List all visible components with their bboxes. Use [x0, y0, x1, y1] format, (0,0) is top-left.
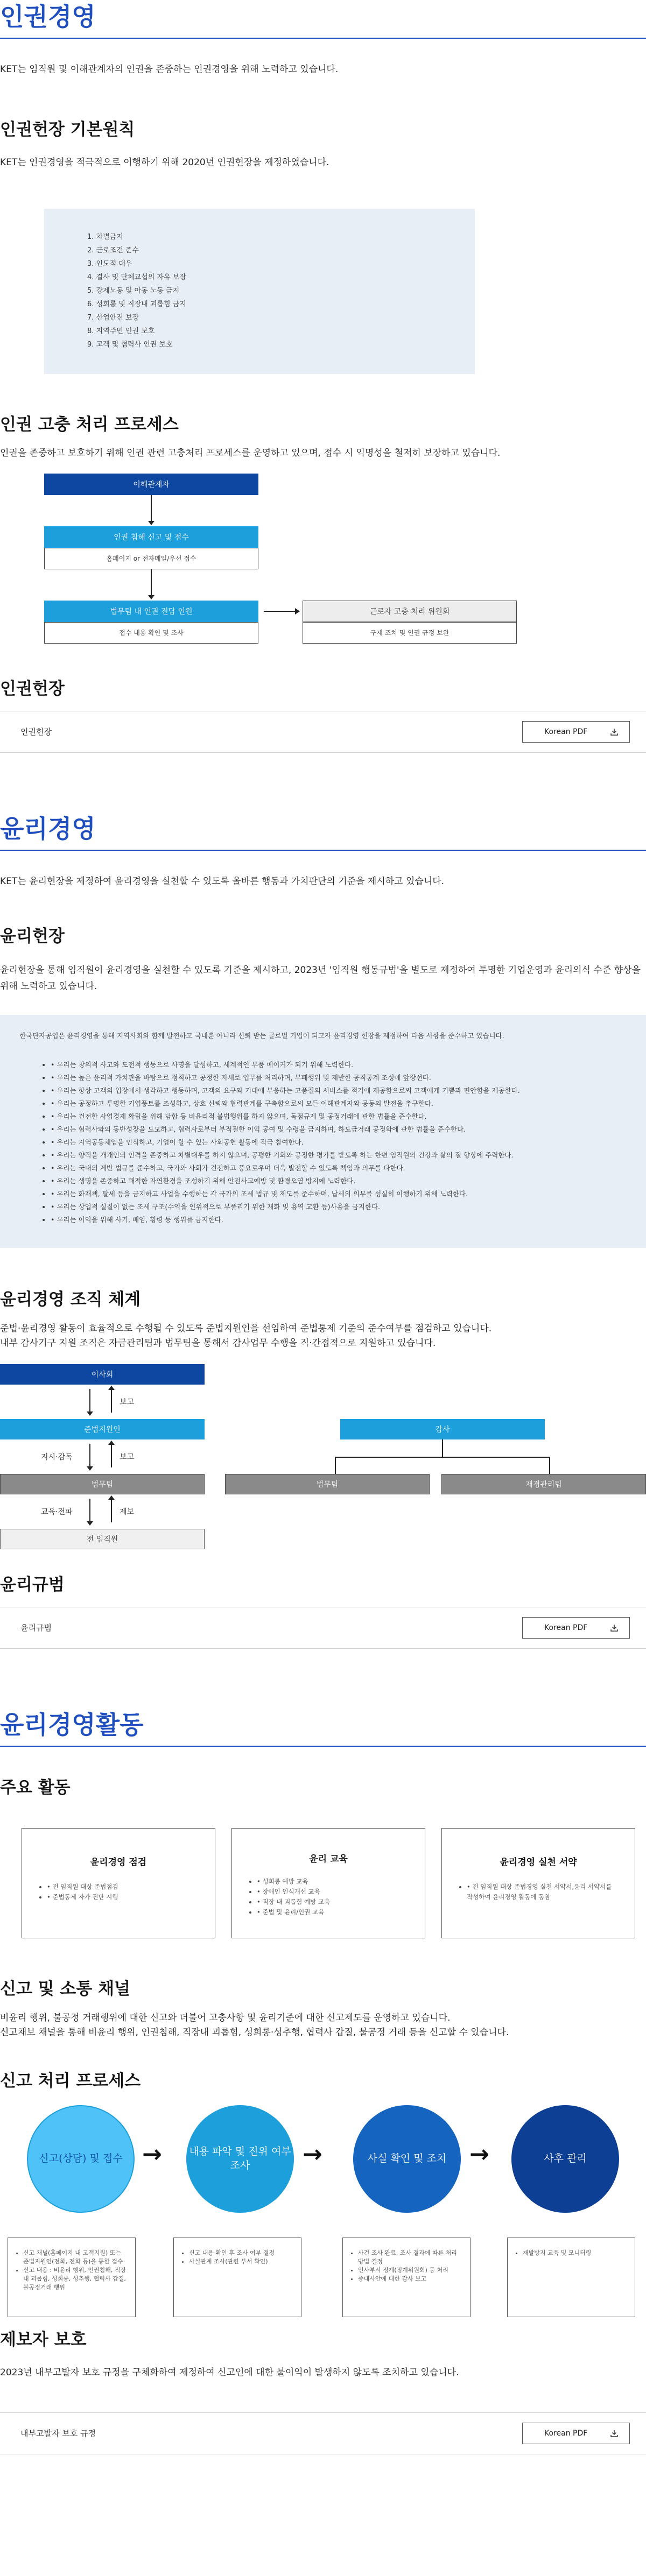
hr-doc-label: 인권헌장 [20, 727, 52, 737]
activity-card-item: • • 성희롱 예방 교육 [257, 1876, 425, 1887]
chevron-right-icon: → [469, 2140, 489, 2168]
ethics-item: • • 우리는 건전한 사업경제 확립을 위해 담합 등 비윤리적 불법행위를 하지 않으며, 독점규제 및 공정거래에 관한 법률을 준수한다. [51, 1110, 627, 1123]
step-circle-investigate: 내용 파악 및 진위 여부 조사 [186, 2105, 294, 2213]
activity-card-item: • • 준법통제 자가 진단 시행 [47, 1892, 215, 1902]
ethics-item: • • 우리는 화재책, 탈세 등을 금지하고 사업을 수행하는 각 국가의 조세 법규 및 제도를 준수하며, 납세의 의무를 성실히 이행하기 위해 노력한다. [51, 1188, 627, 1201]
principle-item: 8. 지역주민 인권 보호 [87, 327, 155, 335]
principle-item: 5. 강제노동 및 아동 노동 금지 [87, 286, 180, 295]
ethics-pdf-download-button[interactable] [522, 1617, 630, 1639]
activity-card-item: • • 장애인 인식개선 교육 [257, 1887, 425, 1897]
title-divider [0, 850, 646, 851]
ethics-lead: KET는 윤리헌장을 제정하여 윤리경영을 실천할 수 있도록 올바른 행동과 가치판단의 기준을 제시하고 있습니다. [0, 876, 445, 887]
grievance-title: 인권 고충 처리 프로세스 [0, 414, 179, 434]
human-rights-title: 인권경영 [0, 2, 96, 31]
org-compliance: 준법지원인 [0, 1419, 205, 1439]
org-audit-legal: 법무팀 [225, 1474, 430, 1494]
flow-legal: 법무팀 내 인권 전담 인원 [44, 601, 258, 622]
step-circle-action: 사실 확인 및 조치 [353, 2105, 461, 2213]
org-title: 윤리경영 조직 체계 [0, 1290, 141, 1310]
org-connector [335, 1457, 550, 1458]
org-educate: 교육·전파 [41, 1507, 73, 1516]
protect-doc-row [0, 2412, 646, 2454]
org-connector [89, 1499, 90, 1522]
org-report-1: 보고 [120, 1398, 135, 1407]
flow-channel: 홈페이지 or 전자메일/우선 접수 [44, 548, 258, 569]
org-chart [0, 1364, 646, 1569]
ethics-doc-row [0, 1607, 646, 1649]
activity-card-title: 윤리경영 점검 [90, 1857, 147, 1868]
ethics-box-intro: 한국단자공업은 윤리경영을 통해 지역사회와 함께 발전하고 국내뿐 아니라 신뢰 받는 글로벌 기업이 되고자 윤리경영 헌장을 제정하여 다음 사항을 준수하고 있습니다. [19, 1032, 504, 1040]
chevron-right-icon: → [142, 2140, 162, 2168]
ethics-doc-label: 윤리규범 [20, 1623, 52, 1633]
org-connector [335, 1457, 336, 1474]
charter-principles-text: KET는 인권경영을 적극적으로 이행하기 위해 2020년 인권헌장을 제정하였습니다. [0, 157, 329, 168]
ethics-item: • • 우리는 높은 윤리적 가치관을 바탕으로 정직하고 공정한 자세로 업무를 처리하며, 부패행위 및 제반한 공직통계 조성에 앞장선다. [51, 1071, 627, 1084]
step-item: • 사건 조사 완료, 조사 결과에 따른 처리 방법 결정 [358, 2249, 462, 2266]
process-title: 신고 처리 프로세스 [0, 2071, 141, 2091]
grievance-text: 인권을 존중하고 보호하기 위해 인권 관련 고충처리 프로세스를 운영하고 있으며, 접수 시 익명성을 철저히 보장하고 있습니다. [0, 447, 501, 458]
org-all-staff: 전 임직원 [0, 1529, 205, 1549]
pdf-button-label: Korean PDF [544, 1623, 588, 1632]
hr-pdf-download-button[interactable] [522, 721, 630, 743]
org-connector [111, 1444, 112, 1467]
activity-card-item: • • 직장 내 괴롭힘 예방 교육 [257, 1897, 425, 1907]
protect-text: 2023년 내부고발자 보호 규정을 구체화하여 제정하여 신고인에 대한 불이익이 발생하지 않도록 조치하고 있습니다. [0, 2367, 459, 2378]
download-icon [610, 2429, 619, 2438]
ethics-charter-text: 윤리헌장을 통해 임직원이 윤리경영을 실천할 수 있도록 기준을 제시하고, 2023년 '임직원 행동규범'을 별도로 제정하여 투명한 기업운영과 윤리의식 수준 향상을 위해 노력하고 있습니다. [0, 964, 641, 992]
step-item: • 인사부서 징계(징계위원회) 등 처리 [358, 2266, 462, 2275]
org-supervise: 지시·감독 [41, 1452, 73, 1462]
protect-doc-label: 내부고발자 보호 규정 [20, 2429, 96, 2439]
download-icon [610, 728, 619, 736]
arrow-down-icon [148, 595, 155, 599]
org-whistle: 제보 [120, 1507, 135, 1516]
org-connector [442, 1439, 443, 1457]
pdf-button-label: Korean PDF [544, 727, 588, 736]
flow-investigate: 접수 내용 확인 및 조사 [44, 622, 258, 644]
org-audit: 감사 [340, 1419, 545, 1439]
org-connector [111, 1389, 112, 1413]
step-item: • 재발방지 교육 및 모니터링 [523, 2249, 627, 2257]
step-circle-receive: 신고(상담) 및 접수 [27, 2105, 135, 2213]
flow-relief: 구제 조치 및 인권 규정 보완 [303, 622, 517, 644]
channel-title: 신고 및 소통 채널 [0, 1979, 130, 1999]
org-text-2: 내부 감사기구 지원 조직은 자금관리팀과 법무팀을 통해서 감사업무 수행을 직·간접적으로 지원하고 있습니다. [0, 1338, 436, 1349]
step-item: • 신고 채널(홈페이지 내 고객지원) 또는 준법지원인(전화, 전화 등)을 통한 접수 [23, 2249, 128, 2266]
arrow-down-icon [87, 1521, 93, 1526]
report-process [0, 2105, 646, 2320]
charter-principles-title: 인권헌장 기본원칙 [0, 120, 135, 140]
arrow-right-icon [295, 608, 300, 615]
principle-item: 3. 인도적 대우 [87, 259, 132, 268]
ethics-item: • • 우리는 공정하고 투명한 기업풍토를 조성하고, 상호 신뢰와 협력관계를 구축함으로써 모든 이해관계자와 공동의 발전을 추구한다. [51, 1097, 627, 1110]
activity-card-pledge [441, 1828, 635, 1938]
protect-title: 제보자 보호 [0, 2330, 87, 2349]
ethics-title: 윤리경영 [0, 814, 96, 843]
step-box-follow-up [507, 2238, 635, 2317]
flow-connector [151, 569, 152, 596]
ethics-item: • • 우리는 항상 고객의 입장에서 생각하고 행동하며, 고객의 요구와 기대에 부응하는 고품질의 서비스를 적기에 제공함으로써 고객에게 기쁨과 편안함을 제공한다. [51, 1084, 627, 1097]
step-item: • 신고 내용 확인 후 조사 여부 결정 [189, 2249, 293, 2257]
activity-card-education [231, 1828, 425, 1938]
principle-item: 4. 결사 및 단체교섭의 자유 보장 [87, 273, 186, 281]
chevron-right-icon: → [303, 2140, 322, 2168]
ethics-item: • • 우리는 국내외 제반 법규를 준수하고, 국가와 사회가 건전하고 풍요로우며 더욱 발전할 수 있도록 책임과 의무를 다한다. [51, 1162, 627, 1175]
flow-stakeholder: 이해관계자 [44, 474, 258, 495]
step-box-investigate [173, 2238, 301, 2317]
step-item: • 중대사안에 대한 감사 보고 [358, 2275, 462, 2283]
org-text-1: 준법·윤리경영 활동이 효율적으로 수행될 수 있도록 준법지원인을 선임하여 준법통제 기준의 준수여부를 점검하고 있습니다. [0, 1323, 492, 1335]
ethics-item: • • 우리는 창의적 사고와 도전적 행동으로 사명을 달성하고, 세계적인 부품 메이커가 되기 위해 노력한다. [51, 1058, 627, 1071]
ethics-item: • • 우리는 양직을 개개인의 인격을 존중하고 차별대우를 하지 않으며, 공평한 기회와 공정한 평가를 받도록 하는 한편 임직원의 건강과 삶의 질 향상에 주력한다. [51, 1149, 627, 1162]
human-rights-lead: KET는 임직원 및 이해관계자의 인권을 존중하는 인권경영을 위해 노력하고 있습니다. [0, 64, 339, 75]
principle-item: 1. 차별금지 [87, 232, 123, 241]
flow-connector [264, 611, 296, 612]
ethics-item: • • 우리는 지역공동체임을 인식하고, 기업이 할 수 있는 사회공헌 활동에 적극 참여한다. [51, 1136, 627, 1149]
step-box-receive [8, 2238, 136, 2317]
ethics-item: • • 우리는 상업적 실질이 없는 조세 구조(수익을 인위적으로 부풀리기 위한 재화 및 용역 교환 등)사용을 금지한다. [51, 1201, 627, 1213]
pdf-button-label: Korean PDF [544, 2429, 588, 2438]
arrow-up-icon [108, 1495, 115, 1500]
activity-card-title: 윤리경영 실천 서약 [500, 1857, 577, 1868]
arrow-up-icon [108, 1441, 115, 1445]
org-connector [111, 1499, 112, 1522]
org-report-2: 보고 [120, 1452, 135, 1462]
flow-report: 인권 침해 신고 및 접수 [44, 526, 258, 548]
activity-section [0, 1708, 646, 2454]
ethics-charter-title: 윤리헌장 [0, 926, 65, 946]
org-connector [549, 1457, 550, 1474]
step-box-action [342, 2238, 471, 2317]
channel-text-1: 비윤리 행위, 불공정 거래행위에 대한 신고와 더불어 고충사항 및 윤리기준에 대한 신고제도를 운영하고 있습니다. [0, 2012, 451, 2023]
human-rights-section [0, 0, 646, 753]
hr-doc-title: 인권헌장 [0, 679, 65, 698]
step-item: • 신고 내용 : 비윤리 행위, 인권침해, 직장 내 괴롭힘, 성희롱, 성추행, 협력사 갑질, 불공정거래 행위 [23, 2266, 128, 2292]
arrow-down-icon [87, 1411, 93, 1416]
activity-card-item: • • 준법 및 윤리/인권 교육 [257, 1907, 425, 1917]
grievance-flow-diagram [0, 474, 646, 657]
org-connector [89, 1389, 90, 1413]
main-activity-title: 주요 활동 [0, 1777, 71, 1797]
step-circle-follow-up: 사후 관리 [511, 2105, 619, 2213]
org-connector [89, 1444, 90, 1467]
org-finance: 재경관리팀 [441, 1474, 646, 1494]
principles-box [44, 209, 475, 374]
title-divider [0, 1746, 646, 1747]
arrow-up-icon [108, 1386, 115, 1390]
ethics-rule-title: 윤리규범 [0, 1575, 65, 1594]
flow-committee: 근로자 고충 처리 위원회 [303, 601, 517, 622]
activity-card-item: • • 전 임직원 대상 준법경영 실천 서약서,윤리 서약서를 작성하여 윤리경영 활동에 동참 [467, 1882, 619, 1902]
ethics-item: • • 우리는 협력사와의 동반성장을 도모하고, 협력사로부터 부적절한 이익 공여 및 수령을 금지하며, 하도급거래 공정화에 관한 법률을 준수한다. [51, 1123, 627, 1136]
flow-connector [151, 495, 152, 522]
channel-text-2: 신고채보 채널을 통해 비윤리 행위, 인권침해, 직장내 괴롭힘, 성희롱·성추행, 협력사 갑질, 불공정 거래 등을 신고할 수 있습니다. [0, 2027, 509, 2038]
activity-card-inspection [22, 1828, 215, 1938]
step-item: • 사실관계 조사(관련 부서 확인) [189, 2257, 293, 2266]
activity-cards [0, 1828, 646, 1938]
ethics-section [0, 812, 646, 1649]
principle-item: 6. 성희롱 및 직장내 괴롭힘 금지 [87, 300, 186, 308]
activity-card-item: • • 전 임직원 대상 준법점검 [47, 1882, 215, 1892]
protect-pdf-download-button[interactable] [522, 2423, 630, 2444]
ethics-item: • • 우리는 이익을 위해 사기, 배임, 횡령 등 행위를 금지한다. [51, 1213, 627, 1226]
principle-item: 9. 고객 및 협력사 인권 보호 [87, 340, 173, 349]
title-divider [0, 38, 646, 39]
org-legal: 법무팀 [0, 1474, 205, 1494]
hr-doc-row [0, 711, 646, 753]
ethics-item: • • 우리는 생명을 존중하고 쾌적한 자연환경을 조성하기 위해 안전사고예방 및 환경오염 방지에 노력한다. [51, 1175, 627, 1188]
download-icon [610, 1624, 619, 1632]
activity-title: 윤리경영활동 [0, 1710, 144, 1739]
activity-card-title: 윤리 교육 [309, 1853, 348, 1865]
arrow-down-icon [87, 1466, 93, 1471]
ethics-charter-box [0, 1015, 646, 1248]
principle-item: 2. 근로조건 준수 [87, 246, 139, 255]
org-board: 이사회 [0, 1364, 205, 1385]
arrow-down-icon [148, 521, 155, 525]
principle-item: 7. 산업안전 보장 [87, 313, 139, 322]
